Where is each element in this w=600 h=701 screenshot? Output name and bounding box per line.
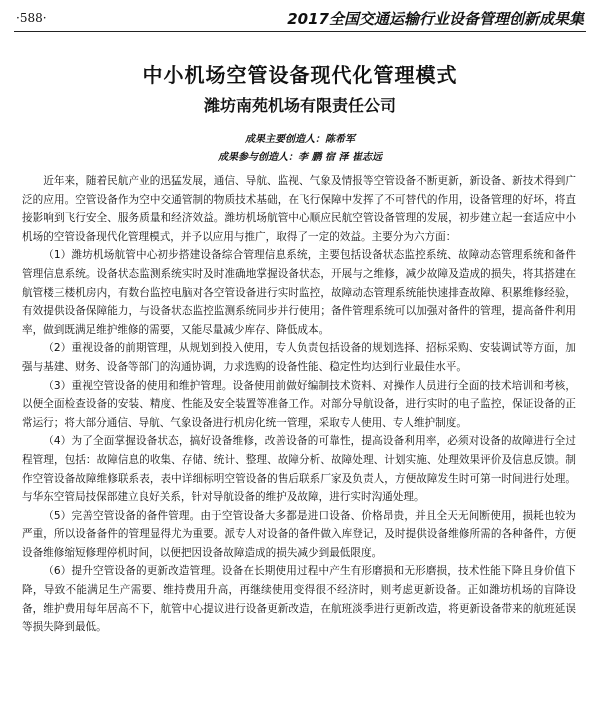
running-title: 2017全国交通运输行业设备管理创新成果集: [287, 10, 584, 28]
paragraph-6: （6）提升空管设备的更新改造管理。设备在长期使用过程中产生有形磨损和无形磨损，技术性能下降且身价值下降，导致不能满足生产需要、维持费用升高，再继续使用变得很不经济时，则考虑更新设备。正如潍坊机场的盲降设备，维护费用每年居高不下，航管中心提议进行设备更新改造，在航班淡季进行更新改造，将更新设备带来的航班延误等损失降到最低。: [22, 565, 576, 634]
intro-paragraph: 近年来，随着民航产业的迅猛发展，通信、导航、监视、气象及情报等空管设备不断更新，新设备、新技术得到广泛的应用。空管设备作为空中交通管制的物质技术基础，在飞行保障中发挥了不可替代的作用，设备管理的好坏，将直接影响到飞行安全、服务质量和经济效益。潍坊机场航管中心顺应民航空管设备管理的发展，初步建立起一套适应中小机场的空管设备现代化管理模式，并予以应用与推广，取得了一定的效益。主要分为六方面：: [22, 175, 576, 243]
paragraph-5: （5）完善空管设备的备件管理。由于空管设备大多都是进口设备、价格昂贵，并且全天无间断使用，损耗也较为严重，所以设备备件的管理显得尤为重要。派专人对设备的备件做入库登记，及时提供设备维修所需的各种备件，方便设备维修缩短修理停机时间，以便把因设备故障造成的损失减少到最低限度。: [22, 509, 576, 559]
paragraph-1: （1）潍坊机场航管中心初步搭建设备综合管理信息系统，主要包括设备状态监控系统、故障动态管理系统和备件管理信息系统。设备状态监测系统实时及时准确地掌握设备状态，开展与之维修，减少故障及造成的损失，将其搭建在航管楼三楼机房内，有数台监控电脑对各空管设备进行实时监控，故障动态管理系统能快速排查故障、积累维修经验，有效提供设备保障能力，与设备状态监控监测系统同步并行使用；备件管理系统可以加强对备件的管理，提高备件利用率，做到既满足维护维修的需要，又能尽量减少库存、降低成本。: [22, 249, 576, 336]
organization-name: 潍坊南苑机场有限责任公司: [203, 96, 396, 115]
running-header: [14, 5, 586, 32]
page-number: ·588·: [16, 11, 47, 25]
paragraph-4: （4）为了全面掌握设备状态，搞好设备维修，改善设备的可靠性，提高设备利用率，必须对设备的故障进行全过程管理，包括：故障信息的收集、存储、统计、整理、故障分析、故障处理、计划实施、处理效果评价及信息反馈。制作空管设备故障维修联系表，表中详细标明空管设备的售后联系厂家及负责人，方便故障发生时可第一时间进行处理。与华东空管局技保部建立良好关系，针对导航设备的维护及故障，进行实时沟通处理。: [22, 435, 576, 504]
body-text: [22, 172, 576, 637]
paragraph-2: （2）重视设备的前期管理，从规划到投入使用，专人负责包括设备的规划选择、招标采购、安装调试等方面，加强与基建、财务、设备等部门的沟通协调，力求选购的设备性能、稳定性均达到行业最佳水平。: [22, 342, 576, 373]
paragraph-3: （3）重视空管设备的使用和维护管理。设备使用前做好编制技术资料、对操作人员进行全面的技术培训和考核，以便全面检查设备的安装、精度、性能及安全装置等准备工作。对部分导航设备，进行实时的电子监控，保证设备的正常运行；将大部分通信、导航、气象设备进行机房化统一管理，采取专人使用、专人维护制度。: [22, 379, 576, 429]
lead-creator: 成果主要创造人：陈希军: [245, 134, 355, 145]
participants: 成果参与创造人：李 鹏 宿 泽 崔志远: [218, 152, 382, 163]
document-title: 中小机场空管设备现代化管理模式: [142, 63, 458, 87]
